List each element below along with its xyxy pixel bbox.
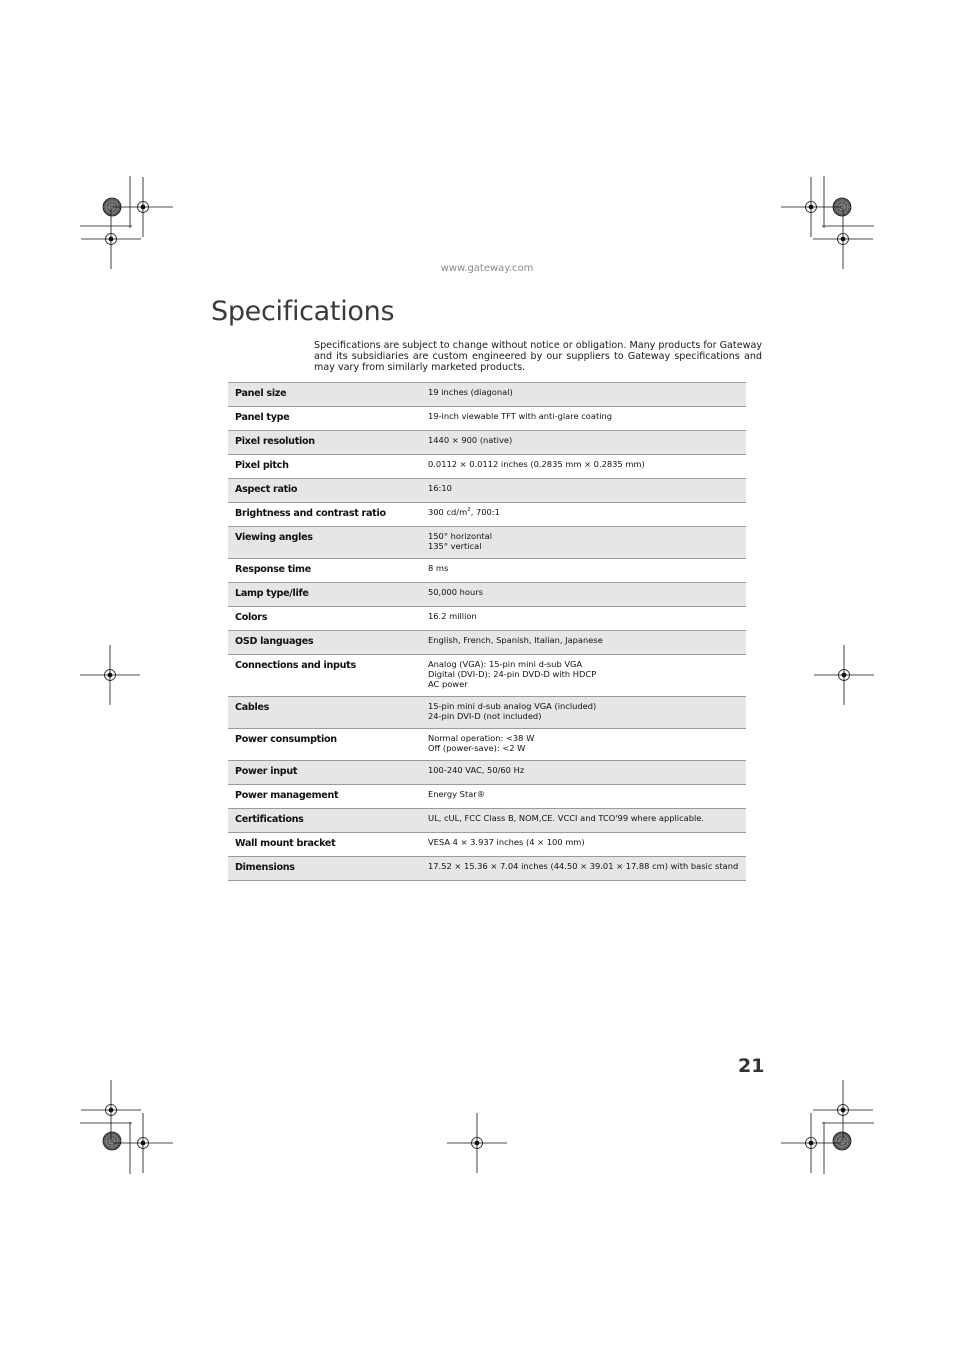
spec-label: Viewing angles — [228, 527, 421, 559]
spec-label: Certifications — [228, 809, 421, 833]
spec-label: Lamp type/life — [228, 583, 421, 607]
spec-value-line: 8 ms — [428, 563, 449, 573]
spec-label: Dimensions — [228, 857, 421, 881]
spec-row — [228, 503, 746, 527]
spec-value-line: 16:10 — [428, 483, 452, 493]
registration-cross-icon — [781, 177, 841, 237]
spec-value-line: 17.52 × 15.36 × 7.04 inches (44.50 × 39.01 × 17.88 cm) with basic stand — [428, 861, 739, 871]
spec-value — [421, 631, 746, 655]
spec-value — [421, 479, 746, 503]
spec-value — [421, 559, 746, 583]
spec-label: Cables — [228, 697, 421, 729]
spec-value-line: 19-inch viewable TFT with anti-glare coating — [428, 411, 613, 421]
spec-row — [228, 527, 746, 559]
spec-value-line: 16.2 million — [428, 611, 477, 621]
spec-label: Colors — [228, 607, 421, 631]
spec-value — [421, 431, 746, 455]
registration-cross-icon — [113, 177, 173, 237]
spec-label: Brightness and contrast ratio — [228, 503, 421, 527]
spec-value — [421, 761, 746, 785]
spec-value-line: Analog (VGA): 15-pin mini d-sub VGA — [428, 659, 583, 669]
registration-cross-icon — [781, 1113, 841, 1173]
registration-cross-icon — [81, 1080, 141, 1140]
spec-label: Wall mount bracket — [228, 833, 421, 857]
spec-value — [421, 697, 746, 729]
spec-row — [228, 857, 746, 881]
spec-value-text: 300 cd/m — [428, 507, 468, 517]
spec-value-line: 0.0112 × 0.0112 inches (0.2835 mm × 0.2835 mm) — [428, 459, 645, 469]
spec-value-line: English, French, Spanish, Italian, Japanese — [428, 635, 603, 645]
spec-value-line: Off (power-save): <2 W — [428, 743, 526, 753]
spec-value-line: 100-240 VAC, 50/60 Hz — [428, 765, 525, 775]
spec-row — [228, 479, 746, 503]
intro-paragraph: Specifications are subject to change without notice or obligation. Many products for Gateway and its subsidiaries are custom engineered by our suppliers to Gateway specifications and may vary from similarly marketed products. — [314, 340, 762, 373]
spec-value-line: 1440 × 900 (native) — [428, 435, 513, 445]
spec-value — [421, 857, 746, 881]
registration-cross-icon — [813, 1080, 873, 1140]
spec-value — [421, 833, 746, 857]
spec-value — [421, 785, 746, 809]
spec-value — [421, 383, 746, 407]
spec-value-line: 150° horizontal — [428, 531, 493, 541]
spec-value-line: 15-pin mini d-sub analog VGA (included) — [428, 701, 597, 711]
spec-value-line — [428, 507, 740, 517]
spec-value — [421, 455, 746, 479]
header-url: www.gateway.com — [440, 263, 534, 274]
spec-value-line: 50,000 hours — [428, 587, 483, 597]
spec-value-superscript: 2 — [467, 507, 471, 514]
spec-label: Power management — [228, 785, 421, 809]
spec-value — [421, 655, 746, 697]
registration-cross-icon — [80, 645, 140, 705]
spec-value — [421, 503, 746, 527]
specifications-table — [228, 382, 746, 881]
registration-ball-icon — [103, 1132, 121, 1150]
spec-value-line: UL, cUL, FCC Class B, NOM,CE. VCCI and TCO'99 where applicable. — [428, 813, 705, 823]
spec-label: Connections and inputs — [228, 655, 421, 697]
spec-value-line: 24-pin DVI-D (not included) — [428, 711, 542, 721]
spec-row — [228, 455, 746, 479]
page-number: 21 — [738, 1055, 765, 1077]
spec-row — [228, 431, 746, 455]
page-title: Specifications — [211, 296, 395, 327]
spec-label: Power consumption — [228, 729, 421, 761]
spec-value — [421, 527, 746, 559]
spec-row — [228, 407, 746, 431]
spec-value-line: AC power — [428, 679, 468, 689]
spec-value-line: Normal operation: <38 W — [428, 733, 535, 743]
registration-cross-icon — [113, 1113, 173, 1173]
spec-row — [228, 655, 746, 697]
registration-ball-icon — [833, 1132, 851, 1150]
spec-row — [228, 631, 746, 655]
spec-row — [228, 761, 746, 785]
spec-value — [421, 407, 746, 431]
spec-value — [421, 583, 746, 607]
spec-value — [421, 607, 746, 631]
spec-label: Aspect ratio — [228, 479, 421, 503]
registration-cross-icon — [81, 209, 141, 269]
registration-cross-icon — [814, 645, 874, 705]
registration-cross-icon — [447, 1113, 507, 1173]
spec-row — [228, 583, 746, 607]
spec-label: Panel size — [228, 383, 421, 407]
spec-label: Panel type — [228, 407, 421, 431]
specifications-table-body — [228, 383, 746, 881]
spec-value — [421, 729, 746, 761]
spec-row — [228, 809, 746, 833]
spec-value-text: , 700:1 — [470, 507, 500, 517]
spec-value-line: 135° vertical — [428, 541, 482, 551]
spec-label: Pixel pitch — [228, 455, 421, 479]
spec-value-line: VESA 4 × 3.937 inches (4 × 100 mm) — [428, 837, 585, 847]
spec-row — [228, 383, 746, 407]
spec-value-line: Digital (DVI-D): 24-pin DVD-D with HDCP — [428, 669, 597, 679]
spec-label: OSD languages — [228, 631, 421, 655]
spec-label: Response time — [228, 559, 421, 583]
spec-label: Power input — [228, 761, 421, 785]
registration-cross-icon — [813, 209, 873, 269]
spec-row — [228, 559, 746, 583]
spec-value-line: Energy Star® — [428, 789, 485, 799]
spec-row — [228, 729, 746, 761]
spec-row — [228, 785, 746, 809]
spec-value-line: 19 inches (diagonal) — [428, 387, 513, 397]
spec-row — [228, 697, 746, 729]
spec-value — [421, 809, 746, 833]
spec-label: Pixel resolution — [228, 431, 421, 455]
spec-row — [228, 833, 746, 857]
spec-row — [228, 607, 746, 631]
